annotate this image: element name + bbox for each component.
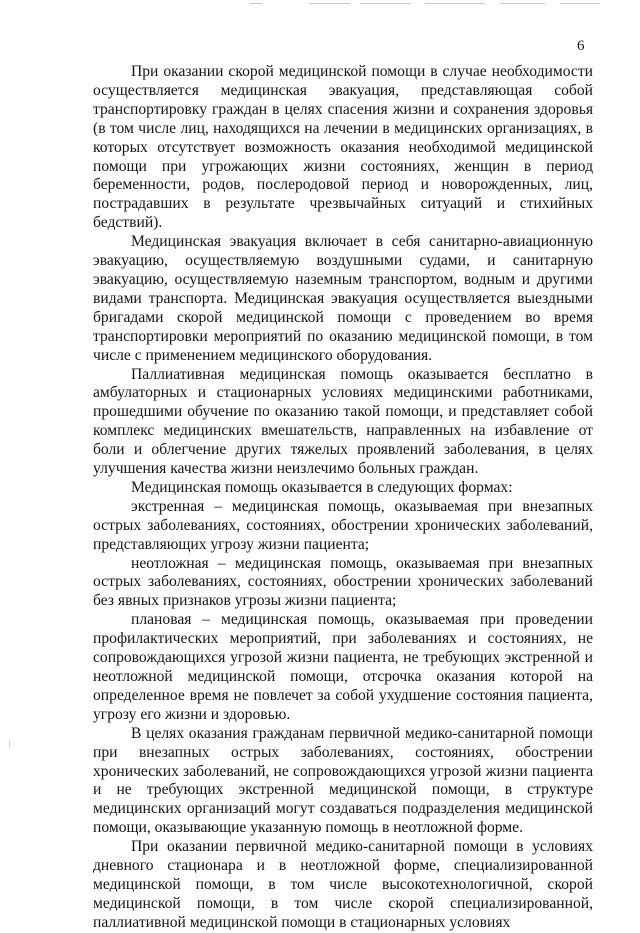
scan-margin-mark xyxy=(9,740,10,748)
paragraph-medical-evacuation-types: Медицинская эвакуация включает в себя санитарно-авиационную эвакуацию, осуществляемую воздушными судами, и санитарную эвакуацию, осуществляемую наземным транспортом, водным и другими видами транспорта. Медицинская эвакуация осуществляется выездными бригадами скорой медицинской помощи с проведением во время транспортировки мероприятий по оказанию медицинской помощи, в том числе с применением медицинского оборудования. xyxy=(93,233,593,364)
scan-artifacts xyxy=(250,3,610,6)
paragraph-form-emergency: экстренная – медицинская помощь, оказываемая при внезапных острых заболеваниях, состояниях, обострении хронических заболеваний, представляющих угрозу жизни пациента; xyxy=(93,497,593,553)
document-body xyxy=(93,63,593,933)
paragraph-form-urgent: неотложная – медицинская помощь, оказываемая при внезапных острых заболеваниях, состояниях, обострении хронических заболеваний без явных признаков угрозы жизни пациента; xyxy=(93,554,593,610)
paragraph-medical-evacuation-intro: При оказании скорой медицинской помощи в случае необходимости осуществляется медицинская эвакуация, представляющая собой транспортировку граждан в целях спасения жизни и сохранения здоровья (в том числе лиц, находящихся на лечении в медицинских организациях, в которых отсутствует возможность оказания необходимой медицинской помощи при угрожающих жизни состояниях, женщин в период беременности, родов, послеродовой период и новорожденных, лиц, пострадавших в результате чрезвычайных ситуаций и стихийных бедствий). xyxy=(93,63,593,232)
paragraph-day-hospital: При оказании первичной медико-санитарной помощи в условиях дневного стационара и в неотложной форме, специализированной медицинской помощи, в том числе высокотехнологичной, скорой медицинской помощи, в том числе скорой специализированной, паллиативной медицинской помощи в стационарных условиях xyxy=(93,838,593,931)
page-number: 6 xyxy=(577,38,585,54)
paragraph-urgent-units: В целях оказания гражданам первичной медико-санитарной помощи при внезапных острых заболеваниях, состояниях, обострении хронических заболеваний, не сопровождающихся угрозой жизни пациента и не требующих экстренной медицинской помощи, в структуре медицинских организаций могут создаваться подразделения медицинской помощи, оказывающие указанную помощь в неотложной форме. xyxy=(93,724,593,837)
paragraph-forms-heading: Медицинская помощь оказывается в следующих формах: xyxy=(131,478,513,496)
paragraph-palliative-care: Паллиативная медицинская помощь оказывается бесплатно в амбулаторных и стационарных условиях медицинскими работниками, прошедшими обучение по оказанию такой помощи, и представляет собой комплекс медицинских вмешательств, направленных на избавление от боли и облегчение других тяжелых проявлений заболевания, в целях улучшения качества жизни неизлечимо больных граждан. xyxy=(93,365,593,478)
paragraph-form-planned: плановая – медицинская помощь, оказываемая при проведении профилактических мероприятий, при заболеваниях и состояниях, не сопровождающихся угрозой жизни пациента, не требующих экстренной и неотложной медицинской помощи, отсрочка оказания которой на определенное время не повлечет за собой ухудшение состояния пациента, угрозу его жизни и здоровью. xyxy=(93,611,593,723)
